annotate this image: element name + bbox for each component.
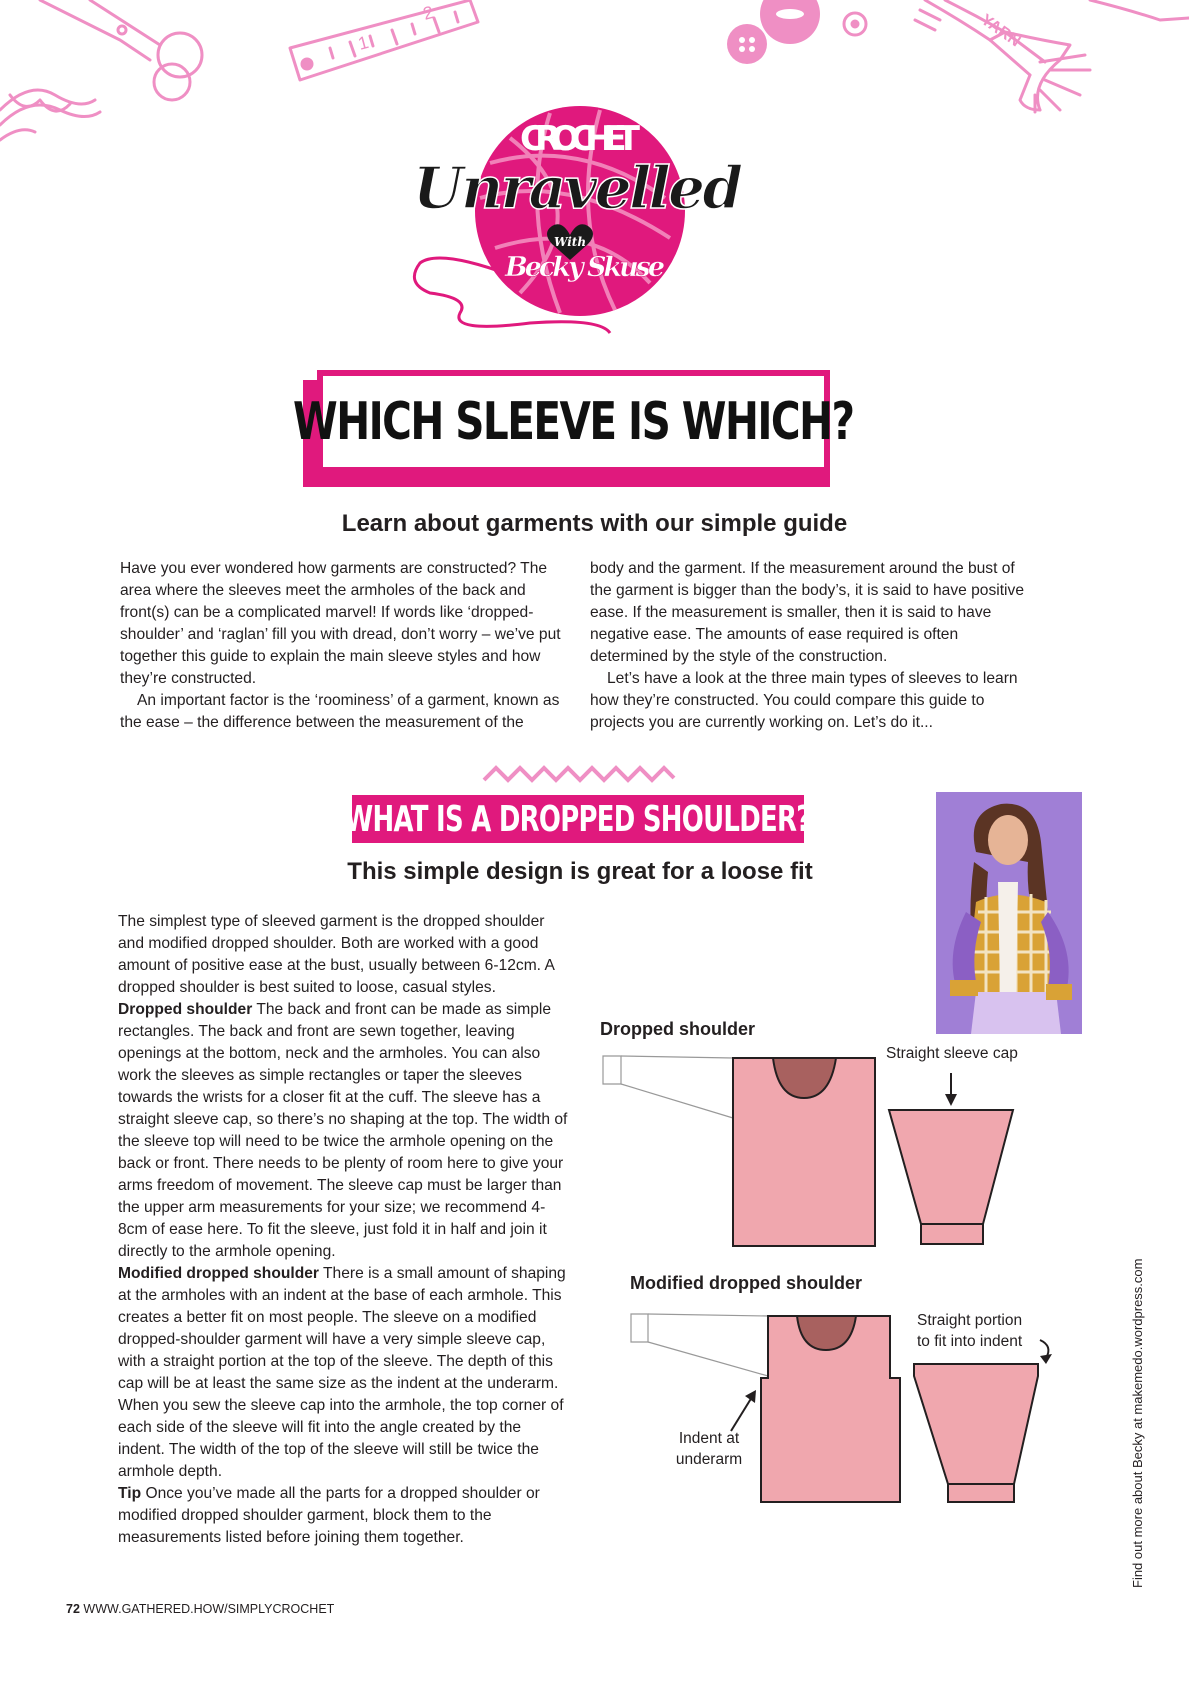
- dropped-shoulder-cuff: [921, 1224, 983, 1244]
- modified-dropped-shoulder-diagram: [628, 1306, 1068, 1506]
- indent-label-line-2: underarm: [675, 1451, 743, 1468]
- logo-unravelled: Unravelled: [413, 154, 743, 222]
- logo-with: With: [553, 235, 587, 249]
- modified-shoulder-cuff: [948, 1484, 1014, 1502]
- section-body: [118, 911, 568, 1549]
- modified-shoulder-sleeve: [914, 1364, 1038, 1484]
- side-note: Find out more about Becky at makemedo.wordpress.com: [1130, 1258, 1145, 1588]
- dropped-shoulder-text: The back and front can be made as simple rectangles. The back and front are sewn together, leaving openings at the bottom, neck and the armholes. You can also work the sleeves as simple rectangles or taper the sleeves towards the wrists for a closer fit at the cuff. The sleeve has a straight sleeve cap, so there’s no shaping at the top. The width of the sleeve top will need to be twice the armhole opening on the back or front. There needs to be plenty of room here to give your arms freedom of movement. The sleeve cap must be larger than the upper arm measurements for your size; we recommend 4-8cm of ease here. To fit the sleeve, just fold it in half and join it directly to the armhole opening.: [118, 1001, 568, 1260]
- diagram-modified-dropped-shoulder-title: Modified dropped shoulder: [630, 1273, 862, 1293]
- intro-right-paragraph-1: body and the garment. If the measurement around the bust of the garment is bigger than the body’s, it is said to have positive ease. If the measurement is smaller, then it is said to have negative ease. The amounts of ease required is often determined by the style of the construction.: [590, 560, 1024, 665]
- footer-url: WWW.GATHERED.HOW/SIMPLYCROCHET: [83, 1602, 335, 1616]
- straight-portion-label-line-2: to fit into indent: [917, 1333, 1023, 1350]
- dropped-shoulder-sleeve: [889, 1110, 1013, 1224]
- buttons-icon: [727, 0, 866, 64]
- scissors-icon: [40, 0, 202, 100]
- section-subheading: This simple design is great for a loose fit: [347, 858, 813, 885]
- thread-skein-icon: [0, 90, 100, 140]
- intro-left-paragraph-2: An important factor is the ‘roominess’ of a garment, known as the ease – the difference between the measurement of the: [120, 692, 560, 731]
- tape-number-2: 2: [420, 1, 436, 24]
- page-subtitle: Learn about garments with our simple guide: [341, 510, 848, 537]
- section-paragraph-1: The simplest type of sleeved garment is the dropped shoulder and modified dropped shoulder. Both are worked with a good amount of positive ease at the bust, usually between 6-12cm. A dropped shoulder is best suited to loose, casual styles.: [118, 913, 555, 996]
- model-photo: [936, 792, 1082, 1034]
- tip-term: Tip: [118, 1485, 142, 1502]
- intro-left-column: [120, 558, 562, 734]
- intro-left-paragraph-1: Have you ever wondered how garments are constructed? The area where the sleeves meet the armholes of the back and front(s) can be a complicated marvel! If words like ‘dropped-shoulder’ and ‘raglan’ fill you with dread, don’t worry – we’ve put together this guide to explain the main sleeve styles and how they’re constructed.: [120, 560, 561, 687]
- dropped-shoulder-term: Dropped shoulder: [118, 1001, 253, 1018]
- intro-right-column: [590, 558, 1035, 734]
- straight-portion-label-line-1: Straight portion: [917, 1312, 1023, 1329]
- yarn-label-text: YARN: [977, 11, 1024, 51]
- crochet-unravelled-logo: [400, 78, 760, 348]
- tape-measure-icon: [290, 0, 478, 80]
- page-title: WHICH SLEEVE IS WHICH?: [293, 391, 854, 452]
- straight-sleeve-cap-label: Straight sleeve cap: [886, 1045, 1018, 1062]
- zigzag-divider: [482, 764, 676, 784]
- section-paragraph-4: [118, 1483, 568, 1549]
- section-heading: WHAT IS A DROPPED SHOULDER?: [345, 798, 811, 840]
- tape-number-1: 1: [355, 31, 371, 54]
- dropped-shoulder-diagram: [600, 1050, 1020, 1250]
- title-box: [293, 370, 854, 473]
- logo-becky-skuse: Becky Skuse: [505, 252, 665, 283]
- modified-dropped-shoulder-term: Modified dropped shoulder: [118, 1265, 319, 1282]
- yarn-bundle-icon: [915, 0, 1189, 112]
- intro-right-paragraph-2: Let’s have a look at the three main types of sleeves to learn how they’re constructed. You could compare this guide to projects you are currently working on. Let’s do it...: [590, 670, 1018, 731]
- section-heading-banner: [345, 795, 811, 843]
- page-footer: [66, 1602, 334, 1616]
- section-paragraph-2: [118, 999, 568, 1263]
- modified-dropped-shoulder-text: There is a small amount of shaping at the armholes with an indent at the base of each armhole. This creates a better fit on most people. The sleeve on a modified dropped-shoulder garment will have a very simple sleeve cap, with a straight portion at the top of the sleeve. The depth of this cap will be at least the same size as the indent at the underarm. When you sew the sleeve cap into the armhole, the top corner of each side of the sleeve will fit into the angle created by the indent. The width of the top of the sleeve will still be twice the armhole depth.: [118, 1265, 566, 1480]
- diagram-dropped-shoulder-title: Dropped shoulder: [600, 1019, 756, 1039]
- page-number: 72: [66, 1602, 80, 1616]
- logo-crochet: CROCHET: [520, 119, 640, 159]
- indent-label-line-1: Indent at: [678, 1430, 740, 1447]
- tip-text: Once you’ve made all the parts for a dropped shoulder or modified dropped shoulder garment, block them to the measurements listed before joining them together.: [118, 1485, 540, 1546]
- section-paragraph-3: [118, 1263, 568, 1483]
